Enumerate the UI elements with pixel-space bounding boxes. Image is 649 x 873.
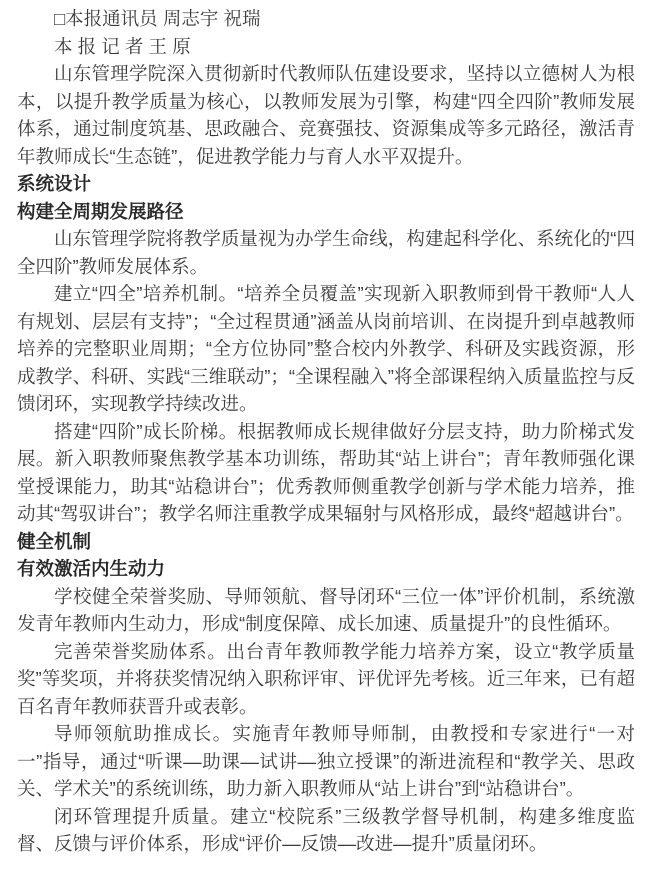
- paragraph-quality-closed-loop: 闭环管理提升质量。建立“校院系”三级教学督导机制，构建多维度监督、反馈与评价体系，形成“评价—反馈—改进—提升”质量闭环。: [17, 805, 635, 854]
- paragraph-trinity-evaluation: 学校健全荣誉奖励、导师领航、督导闭环“三位一体”评价机制，系统激发青年教师内生动力，形成“制度保障、成长加速、质量提升”的良性循环。: [17, 585, 635, 634]
- heading-system-design: 系统设计: [17, 173, 92, 194]
- byline-reporter: 本 报 记 者 王 原: [54, 35, 191, 57]
- byline-correspondent: □本报通讯员 周志宇 祝瑞: [54, 8, 261, 29]
- paragraph-mentor-guidance: 导师领航助推成长。实施青年教师导师制，由教授和专家进行“一对一”指导，通过“听课—助课—试讲—独立授课”的渐进流程和“教学关、思政关、学术关”的系统训练，助力新入职教师从“站上讲台”到“站稳讲台”。: [17, 723, 635, 799]
- heading-full-cycle-path: 构建全周期发展路径: [17, 200, 184, 222]
- paragraph-siquan-mechanism: 建立“四全”培养机制。“培养全员覆盖”实现新入职教师到骨干教师“人人有规划、层层有支持”；“全过程贯通”涵盖从岗前培训、在岗提升到卓越教师培养的完整职业周期；“全方位协同”整合校内外教学、科研及实践资源，形成教学、科研、实践“三维联动”；“全课程融入”将全部课程纳入质量监控与反馈闭环，实现教学持续改进。: [17, 283, 635, 414]
- paragraph-sijie-ladder: 搭建“四阶”成长阶梯。根据教师成长规律做好分层支持，助力阶梯式发展。新入职教师聚焦教学基本功训练，帮助其“站上讲台”；青年教师强化课堂授课能力，助其“站稳讲台”；优秀教师侧重教学创新与学术能力培养，推动其“驾驭讲台”；教学名师注重教学成果辐射与风格形成，最终“超越讲台”。: [17, 420, 635, 524]
- paragraph-lead: 山东管理学院深入贯彻新时代教师队伍建设要求，坚持以立德树人为根本，以提升教学质量为核心，以教师发展为引擎，构建“四全四阶”教师发展体系，通过制度筑基、思政融合、竞赛强技、资源集成等多元路径，激活青年教师成长“生态链”，促进教学能力与育人水平双提升。: [17, 63, 635, 167]
- paragraph-overview: 山东管理学院将教学质量视为办学生命线，构建起科学化、系统化的“四全四阶”教师发展体系。: [17, 228, 635, 277]
- heading-sound-mechanism: 健全机制: [17, 530, 92, 552]
- heading-activate-motivation: 有效激活内生动力: [17, 558, 166, 579]
- paragraph-honor-awards: 完善荣誉奖励体系。出台青年教师教学能力培养方案，设立“教学质量奖”等奖项，并将获奖情况纳入职称评审、评优评先考核。近三年来，已有超百名青年教师获晋升或表彰。: [17, 640, 635, 717]
